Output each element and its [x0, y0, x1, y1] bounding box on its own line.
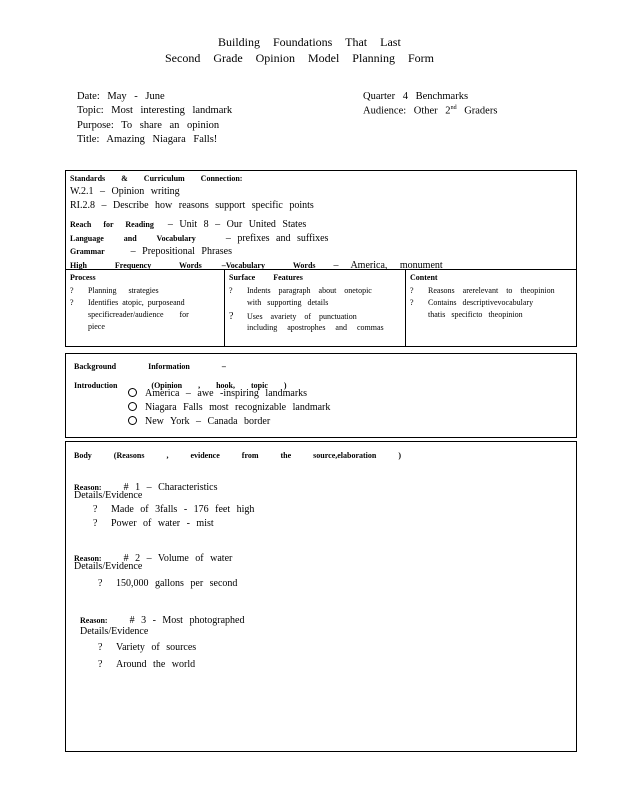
background-item: New York – Canada border [128, 416, 270, 427]
surface-item: ? Indents paragraph about onetopic [229, 286, 372, 295]
audience-prefix: Audience: Other 2 [363, 105, 451, 117]
date-line: Date: May - June [77, 91, 165, 102]
background-item: America – awe -inspiring landmarks [128, 388, 307, 399]
evidence-item: ? 150,000 gallons per second [98, 578, 238, 589]
title-line: Title: Amazing Niagara Falls! [77, 134, 218, 145]
circle-bullet-icon [128, 416, 137, 425]
evidence-item: ? Variety of sources [98, 642, 197, 653]
body-box [65, 441, 577, 752]
evidence-item: ? Made of 3falls - 176 feet high [93, 504, 255, 515]
criteria-box [65, 269, 577, 347]
background-heading: Background Information – [74, 362, 226, 371]
vocab-value: – America, monument [333, 260, 443, 271]
process-item: specificreader/audience for [88, 310, 189, 319]
page-title-line1: Building Foundations That Last [218, 35, 401, 49]
background-box [65, 353, 577, 438]
details-label: Details/Evidence [80, 626, 149, 637]
vocab-label: –Vocabulary Words [221, 261, 316, 270]
surface-item: including apostrophes and commas [247, 323, 384, 332]
topic-line: Topic: Most interesting landmark [77, 105, 233, 116]
audience-line [363, 105, 497, 117]
reason-label: Reason: [80, 616, 108, 625]
reading-value: – Unit 8 – Our United States [167, 219, 307, 230]
column-divider-1 [224, 270, 225, 346]
reason-label: Reason: [74, 554, 102, 563]
evidence-item: ? Around the world [98, 659, 196, 670]
standard-w: W.2.1 – Opinion writing [70, 186, 180, 197]
introduction-label: Introduction [74, 381, 118, 390]
standard-ri: RI.2.8 – Describe how reasons support specific points [70, 200, 314, 211]
process-item: ? Identifies atopic, purposeand [70, 298, 185, 307]
column-divider-2 [405, 270, 406, 346]
standards-box [65, 170, 577, 270]
audience-sup: nd [450, 105, 457, 111]
content-item: ? Contains descriptivevocabulary [410, 298, 534, 307]
surface-item: with supporting details [247, 298, 329, 307]
process-item: ? Planning strategies [70, 286, 159, 295]
reason-title: # 1 – Characteristics [123, 482, 218, 493]
quarter-line: Quarter 4 Benchmarks [363, 91, 469, 102]
process-heading: Process [70, 273, 96, 282]
circle-bullet-icon [128, 402, 137, 411]
details-label: Details/Evidence [74, 561, 143, 572]
surface-item: ? Uses avariety of punctuation [229, 311, 357, 322]
standards-heading: Standards & Curriculum Connection: [70, 174, 243, 183]
evidence-item: ? Power of water - mist [93, 518, 214, 529]
reason-title: # 2 – Volume of water [123, 553, 233, 564]
body-heading: Body (Reasons , evidence from the source,elaboration ) [74, 451, 402, 460]
language-label: Language and Vocabulary [70, 234, 196, 243]
surface-heading: Surface Features [229, 273, 303, 282]
language-value: – prefixes and suffixes [225, 233, 329, 244]
details-label: Details/Evidence [74, 490, 143, 501]
reading-label: Reach for Reading [70, 220, 154, 229]
grammar-label: Grammar [70, 247, 105, 256]
content-item: thatis specificto theopinion [428, 310, 523, 319]
reason-title: # 3 - Most photographed [129, 615, 245, 626]
content-heading: Content [410, 273, 438, 282]
background-item: Niagara Falls most recognizable landmark [128, 402, 330, 413]
page-title-line2: Second Grade Opinion Model Planning Form [165, 51, 434, 65]
process-item: piece [88, 322, 105, 331]
content-item: ? Reasons arerelevant to theopinion [410, 286, 555, 295]
circle-bullet-icon [128, 388, 137, 397]
hfw-label: High Frequency Words [70, 261, 202, 270]
introduction-value: (Opinion , hook, topic ) [151, 381, 287, 390]
audience-suffix: Graders [456, 105, 498, 117]
grammar-value: – Prepositional Phrases [130, 246, 232, 257]
reason-label: Reason: [74, 483, 102, 492]
purpose-line: Purpose: To share an opinion [77, 120, 220, 131]
